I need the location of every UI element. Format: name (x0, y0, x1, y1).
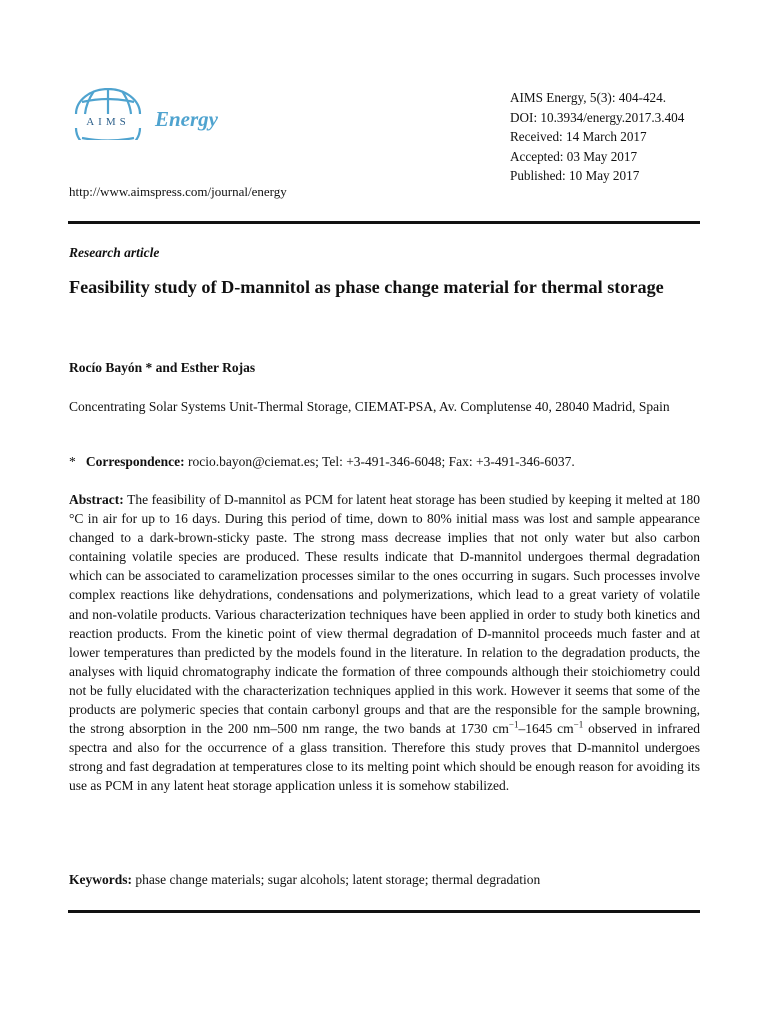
logo-text: AIMS (86, 116, 130, 128)
accepted-date: Accepted: 03 May 2017 (510, 148, 638, 164)
doi: DOI: 10.3934/energy.2017.3.404 (510, 109, 685, 125)
affiliation: Concentrating Solar Systems Unit-Thermal Storage, CIEMAT-PSA, Av. Complutense 40, 28040 Madrid, Spain (69, 399, 670, 414)
correspondence-marker: * (69, 454, 76, 469)
article-type: Research article (69, 245, 160, 260)
aims-logo (68, 88, 148, 140)
footer-divider (68, 910, 700, 913)
abstract (69, 490, 700, 796)
journal-name: Energy (155, 107, 218, 131)
abstract-text-2: observed in infrared spectra and also for the occurrence of a glass transition. Therefore this study proves that D-mannitol undergoes strong and fast degradation at temperatures close to its melting point which should be enough reason for avoiding its use as PCM in any latent heat storage application unless it is somehow stabilized. (69, 721, 700, 794)
correspondence (69, 454, 575, 470)
correspondence-label: Correspondence: (85, 454, 185, 469)
authors: Rocío Bayón * and Esther Rojas (69, 360, 256, 375)
keywords-label: Keywords: (69, 872, 132, 887)
keywords (69, 872, 540, 888)
header-divider (68, 221, 700, 224)
correspondence-text: rocio.bayon@ciemat.es; Tel: +3-491-346-6048; Fax: +3-491-346-6037. (188, 454, 575, 469)
keywords-text: phase change materials; sugar alcohols; latent storage; thermal degradation (135, 872, 541, 887)
unit-exponent-2: −1 (573, 719, 584, 730)
article-metadata (510, 88, 684, 186)
article-title: Feasibility study of D-mannitol as phase change material for thermal storage (69, 277, 664, 297)
received-date: Received: 14 March 2017 (510, 129, 647, 144)
abstract-text-1: The feasibility of D-mannitol as PCM for latent heat storage has been studied by keeping it melted at 180 °C in air for up to 16 days. During this period of time, down to 80% initial mass was lost and sample appearance changed to a dark-brown-sticky paste. The strong mass decrease implies that not only water but also carbon containing volatile species are produced. These results indicate that D-mannitol undergoes thermal degradation which can be associated to caramelization processes similar to the ones occurring in sugars. Such processes involve complex reactions like dehydrations, condensations and polymerizations, which lead to a great variety of volatile and non-volatile products. Various characterization techniques have been applied in order to study both kinetics and reaction products. From the kinetic point of view thermal degradation of D-mannitol proceeds much faster and at lower temperatures than predicted by the models found in the literature. In relation to the degradation products, the analyses with liquid chromatography indicate the formation of three compounds although their stoichiometry could not be fully elucidated with the characterization techniques applied in this work. However it seems that some of the products are polymeric species that contain carbonyl groups and that are the responsible for the sample browning, the strong absorption in the 200 nm–500 nm range, the two bands at 1730 cm (69, 492, 700, 737)
abstract-text-mid: –1645 cm (518, 721, 574, 737)
abstract-label: Abstract: (69, 492, 124, 507)
citation: AIMS Energy, 5(3): 404-424. (510, 90, 667, 105)
unit-exponent-1: −1 (508, 719, 519, 730)
journal-url[interactable]: http://www.aimspress.com/journal/energy (69, 184, 287, 199)
published-date: Published: 10 May 2017 (510, 168, 640, 183)
